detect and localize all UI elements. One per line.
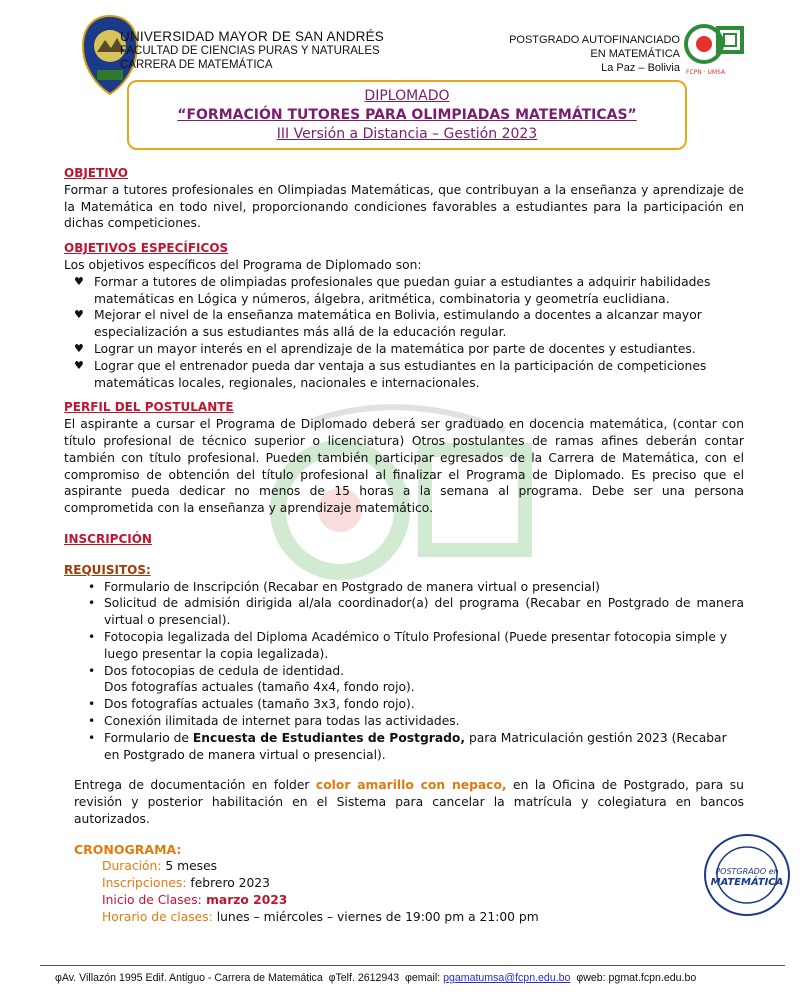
entrega-text: Entrega de documentación en folder color amarillo con nepaco, en la Oficina de Postgrado, para su revisión y posterior habilitación en el Sistema para cancelar la matrícula y colegiatura en bancos autorizados. bbox=[74, 778, 744, 826]
requisitos-list bbox=[64, 579, 744, 764]
especificos-intro: Los objetivos específicos del Programa de Diplomado son: bbox=[64, 257, 422, 272]
footer bbox=[55, 972, 696, 984]
objetivo-heading: OBJETIVO bbox=[64, 166, 128, 180]
requisitos-heading: REQUISITOS: bbox=[64, 562, 151, 577]
especificos-list bbox=[64, 274, 744, 392]
stamp-bottom-text: MATEMÁTICA bbox=[710, 877, 784, 888]
postgrado-header bbox=[509, 33, 680, 75]
list-item: • Solicitud de admisión dirigida al/ala coordinador(a) del programa (Recabar en Postgrado de manera virtual o presencial). bbox=[88, 596, 744, 628]
heart-bullet-icon: ♥ bbox=[74, 274, 84, 288]
list-item: ♥ Lograr que el entrenador pueda dar ventaja a sus estudiantes en la participación de competiciones matemáticas locales, regionales, nacionales e internacionales. bbox=[74, 358, 707, 390]
faculty-name: FACULTAD DE CIENCIAS PURAS Y NATURALES bbox=[120, 45, 380, 57]
postgrado-line3: La Paz – Bolivia bbox=[601, 62, 680, 74]
stamp-top-text: POSTGRADO en bbox=[715, 867, 779, 876]
list-item: • Dos fotografías actuales (tamaño 3x3, fondo rojo). bbox=[88, 697, 415, 712]
footer-divider bbox=[40, 965, 785, 966]
university-header bbox=[120, 30, 384, 72]
title-version: III Versión a Distancia – Gestión 2023 bbox=[276, 126, 538, 142]
list-item: • Conexión ilimitada de internet para todas las actividades. bbox=[88, 713, 460, 728]
heart-bullet-icon: ♥ bbox=[74, 308, 84, 322]
cronograma-duracion: Duración: 5 meses bbox=[102, 859, 218, 874]
cronograma-inscripciones: Inscripciones: febrero 2023 bbox=[102, 876, 270, 891]
cronograma-horario: Horario de clases: lunes – miércoles – viernes de 19:00 pm a 21:00 pm bbox=[102, 909, 539, 924]
postgrado-stamp bbox=[703, 832, 791, 918]
list-item: • Fotocopia legalizada del Diploma Académico o Título Profesional (Puede presentar fotocopia simple y luego presentar la copia legalizada). bbox=[88, 629, 728, 661]
cronograma-inicio: Inicio de Clases: marzo 2023 bbox=[102, 893, 288, 908]
svg-text:FCPN · UMSA: FCPN · UMSA bbox=[686, 69, 726, 76]
postgrado-line1: POSTGRADO AUTOFINANCIADO bbox=[509, 34, 680, 46]
postgrado-line2: EN MATEMÁTICA bbox=[590, 48, 680, 60]
cronograma-heading: CRONOGRAMA: bbox=[74, 841, 182, 857]
footer-email-link[interactable]: pgamatumsa@fcpn.edu.bo bbox=[443, 972, 571, 984]
document-body bbox=[64, 165, 744, 926]
inscripcion-heading: INSCRIPCIÓN bbox=[64, 531, 152, 546]
list-item: • Formulario de Inscripción (Recabar en Postgrado de manera virtual o presencial) bbox=[88, 579, 600, 594]
footer-phone: φTelf. 2612943 bbox=[328, 972, 400, 984]
diplomado-title-box bbox=[127, 80, 687, 150]
heart-bullet-icon: ♥ bbox=[74, 341, 84, 355]
title-diplomado: DIPLOMADO bbox=[364, 88, 450, 104]
olympiad-logo bbox=[682, 16, 748, 78]
list-item: • Formulario de Encuesta de Estudiantes de Postgrado, para Matriculación gestión 2023 (Recabar en Postgrado de manera virtual o presencial). bbox=[88, 730, 727, 762]
footer-email-label: φemail: bbox=[405, 972, 444, 984]
objetivo-text: Formar a tutores profesionales en Olimpiadas Matemáticas, que contribuyan a la enseñanza y aprendizaje de la Matemática en todo nivel, proporcionando condiciones favorables a estudiantes para la participación en dichas competiciones. bbox=[64, 182, 744, 231]
list-item: ♥ Mejorar el nivel de la enseñanza matemática en Bolivia, estimulando a docentes a alcanzar mayor especialización a sus estudiantes más allá de la educación regular. bbox=[74, 308, 702, 340]
especificos-heading: OBJETIVOS ESPECÍFICOS bbox=[64, 241, 229, 256]
perfil-text: El aspirante a cursar el Programa de Diplomado deberá ser graduado en docencia matemática, (contar con título profesional de técnico superior o licenciatura) Otros postulantes de ramas afines deberán contar también con título profesional. Pueden también participar egresados de la Carrera de Matemática, con el compromiso de obtención del título profesional al finalizar el Programa de Diplomado. Es preciso que el aspirante pueda dedicar no menos de 15 horas a la semana al programa. Debe ser una persona comprometida con la enseñanza y aprendizaje matemático. bbox=[64, 417, 744, 516]
list-item: • Dos fotocopias de cedula de identidad. Dos fotografías actuales (tamaño 4x4, fondo rojo). bbox=[88, 663, 415, 695]
list-item: ♥ Lograr un mayor interés en el aprendizaje de la matemática por parte de docentes y estudiantes. bbox=[74, 341, 696, 356]
university-name: UNIVERSIDAD MAYOR DE SAN ANDRÉS bbox=[120, 29, 384, 44]
title-program-name: “FORMACIÓN TUTORES PARA OLIMPIADAS MATEMÁTICAS” bbox=[177, 107, 637, 123]
perfil-heading: PERFIL DEL POSTULANTE bbox=[64, 400, 234, 415]
list-item: ♥ Formar a tutores de olimpiadas profesionales que puedan guiar a estudiantes a adquirir habilidades matemáticas en Lógica y números, álgebra, aritmética, combinatoria y geometría euclidiana. bbox=[74, 274, 711, 306]
footer-address: φAv. Villazón 1995 Edif. Antiguo - Carrera de Matemática bbox=[55, 972, 323, 984]
footer-web: φweb: pgmat.fcpn.edu.bo bbox=[576, 972, 697, 984]
cronograma-list bbox=[102, 858, 744, 925]
career-name: CARRERA DE MATEMÁTICA bbox=[120, 59, 273, 71]
heart-bullet-icon: ♥ bbox=[74, 358, 84, 372]
